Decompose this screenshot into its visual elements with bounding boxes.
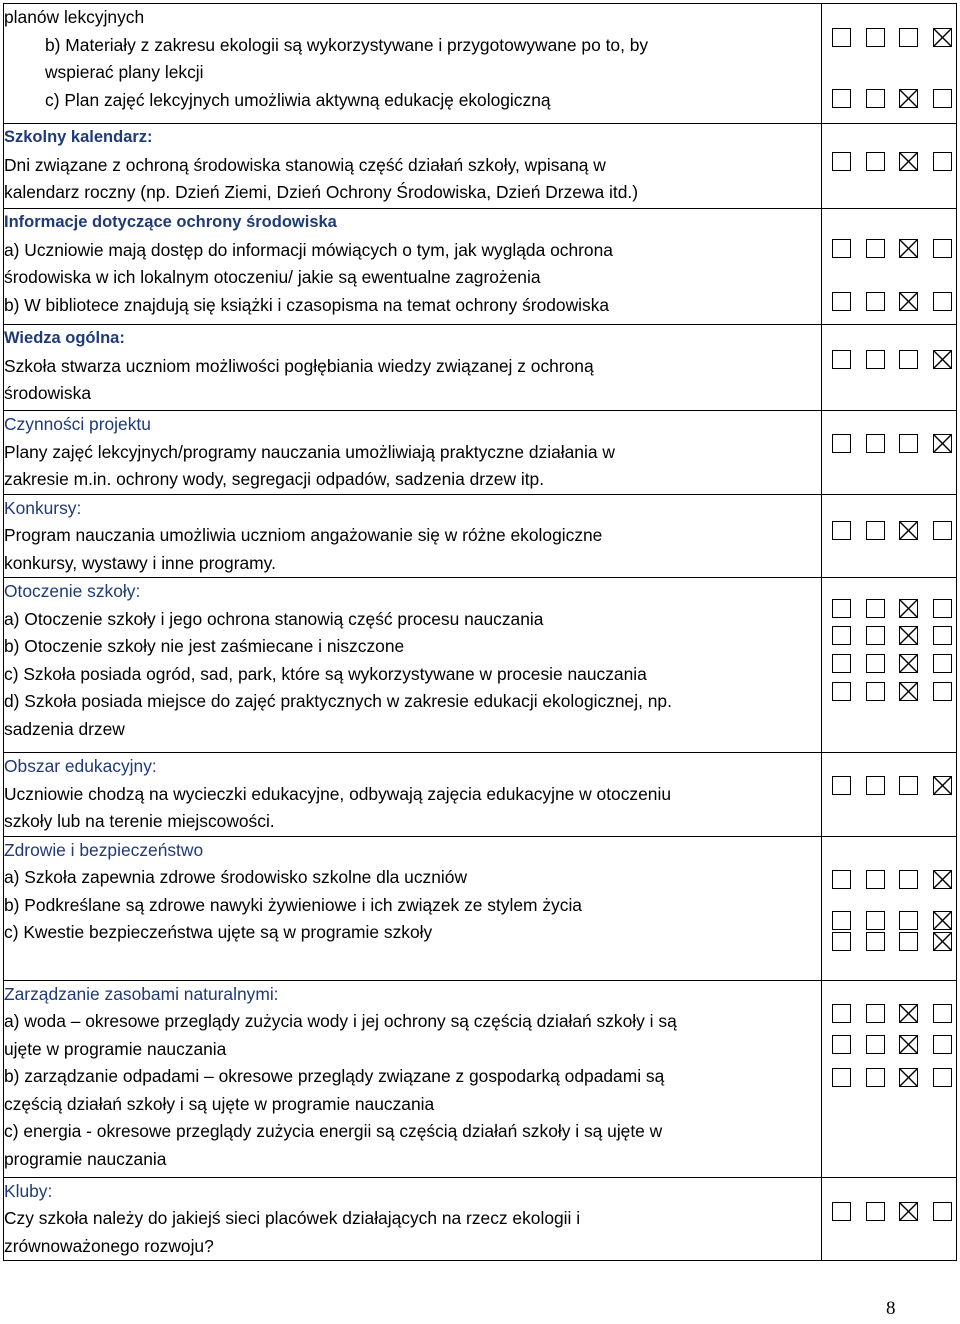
checkbox-row — [832, 682, 952, 704]
section-row-otoczenie — [4, 578, 957, 753]
checkbox[interactable] — [832, 599, 851, 618]
checkbox-row — [832, 911, 952, 933]
question-line: wspierać plany lekcji — [45, 62, 204, 82]
cross-mark-icon — [900, 600, 917, 617]
checkbox[interactable] — [832, 89, 851, 108]
section-heading: Zdrowie i bezpieczeństwo — [4, 839, 204, 860]
checkbox[interactable] — [866, 521, 885, 540]
checkbox-checked[interactable] — [899, 292, 918, 311]
question-line: konkursy, wystawy i inne programy. — [4, 552, 276, 573]
question-line: Szkoła stwarza uczniom możliwości pogłębiania wiedzy związanej z ochroną — [4, 355, 594, 376]
section-heading: Informacje dotyczące ochrony środowiska — [4, 213, 337, 231]
cross-mark-icon — [900, 522, 917, 539]
answer-cell — [822, 209, 957, 325]
cross-mark-icon — [900, 655, 917, 672]
checkbox[interactable] — [866, 911, 885, 930]
section-row-informacje — [4, 209, 957, 325]
checkbox[interactable] — [866, 654, 885, 673]
question-line: b) W bibliotece znajdują się książki i czasopisma na temat ochrony środowiska — [4, 294, 610, 315]
question-line: środowiska — [4, 383, 91, 403]
checkbox-row — [832, 350, 952, 372]
question-line: planów lekcyjnych — [4, 7, 145, 27]
question-cell — [4, 209, 822, 325]
checkbox-row — [832, 1035, 952, 1057]
checkbox[interactable] — [866, 1004, 885, 1023]
question-text — [4, 411, 821, 494]
cross-mark-icon — [934, 435, 951, 452]
section-row-obszar — [4, 753, 957, 837]
checkbox[interactable] — [933, 1068, 952, 1087]
question-line: szkoły lub na terenie miejscowości. — [4, 811, 275, 831]
question-text — [4, 1178, 821, 1261]
section-row-czynnosci — [4, 411, 957, 495]
checkbox-checked[interactable] — [899, 654, 918, 673]
checkbox-checked[interactable] — [899, 152, 918, 171]
checkbox[interactable] — [832, 776, 851, 795]
question-cell — [4, 4, 822, 124]
question-line: d) Szkoła posiada miejsce do zajęć praktycznych w zakresie edukacji ekologicznej, np. — [4, 691, 672, 711]
section-row-zasoby — [4, 980, 957, 1177]
checkbox[interactable] — [866, 599, 885, 618]
checkbox[interactable] — [899, 911, 918, 930]
checkbox-row — [832, 434, 952, 456]
checkbox[interactable] — [933, 239, 952, 258]
cross-mark-icon — [900, 1036, 917, 1053]
checkbox-checked[interactable] — [899, 1004, 918, 1023]
section-heading: Wiedza ogólna: — [4, 329, 125, 347]
section-heading: Czynności projektu — [4, 414, 151, 434]
cross-mark-icon — [934, 351, 951, 368]
question-text — [4, 209, 821, 319]
checkbox[interactable] — [866, 626, 885, 645]
checkbox[interactable] — [832, 654, 851, 673]
checkbox-row — [832, 89, 952, 111]
question-cell — [4, 494, 822, 578]
checkbox-checked[interactable] — [933, 932, 952, 951]
section-row-zdrowie — [4, 836, 957, 980]
question-cell — [4, 980, 822, 1177]
question-line: a) woda – okresowe przeglądy zużycia wody i jej ochrony są częścią działań szkoły i są — [4, 1011, 677, 1031]
page-number: 8 — [886, 1298, 896, 1319]
checkbox-checked[interactable] — [899, 626, 918, 645]
checkbox[interactable] — [866, 776, 885, 795]
question-line: a) Szkoła zapewnia zdrowe środowisko szkolne dla uczniów — [4, 867, 468, 887]
checkbox-row — [832, 292, 952, 314]
question-cell — [4, 411, 822, 495]
checkbox-checked[interactable] — [933, 28, 952, 47]
checkbox-row — [832, 152, 952, 174]
question-text — [4, 4, 821, 114]
question-line: programie nauczania — [4, 1148, 167, 1169]
question-cell — [4, 578, 822, 753]
checkbox[interactable] — [832, 434, 851, 453]
section-row-konkursy — [4, 494, 957, 578]
checkbox-checked[interactable] — [899, 1035, 918, 1054]
checkbox[interactable] — [832, 626, 851, 645]
checkbox-row — [832, 521, 952, 543]
question-line: b) zarządzanie odpadami – okresowe przeglądy związane z gospodarką odpadami są — [4, 1066, 665, 1086]
checkbox[interactable] — [933, 599, 952, 618]
question-line: b) Otoczenie szkoły nie jest zaśmiecane i niszczone — [4, 636, 405, 656]
question-line: c) energia - okresowe przeglądy zużycia energii są częścią działań szkoły i są ujęte w — [4, 1121, 663, 1141]
cross-mark-icon — [900, 1069, 917, 1086]
checkbox[interactable] — [832, 350, 851, 369]
question-line: Dni związane z ochroną środowiska stanowią część działań szkoły, wpisaną w — [4, 154, 606, 175]
cross-mark-icon — [900, 1005, 917, 1022]
question-line: c) Kwestie bezpieczeństwa ujęte są w programie szkoły — [4, 922, 433, 942]
checkbox-checked[interactable] — [933, 870, 952, 889]
checkbox[interactable] — [933, 152, 952, 171]
checkbox[interactable] — [832, 682, 851, 701]
checkbox[interactable] — [933, 521, 952, 540]
checkbox[interactable] — [899, 28, 918, 47]
checkbox[interactable] — [866, 682, 885, 701]
cross-mark-icon — [934, 777, 951, 794]
checkbox[interactable] — [832, 932, 851, 951]
checkbox[interactable] — [933, 682, 952, 701]
question-line: zakresie m.in. ochrony wody, segregacji odpadów, sadzenia drzew itp. — [4, 469, 545, 489]
question-cell — [4, 1177, 822, 1261]
checkbox-checked[interactable] — [899, 1202, 918, 1221]
checkbox-checked[interactable] — [899, 89, 918, 108]
checkbox[interactable] — [832, 292, 851, 311]
checkbox[interactable] — [933, 626, 952, 645]
question-line: c) Plan zajęć lekcyjnych umożliwia aktywną edukację ekologiczną — [45, 89, 551, 110]
question-text — [4, 981, 821, 1174]
answer-cell — [822, 494, 957, 578]
section-row-plany — [4, 4, 957, 124]
question-line: częścią działań szkoły i są ujęte w programie nauczania — [4, 1093, 435, 1114]
checkbox-checked[interactable] — [899, 682, 918, 701]
question-line: Czy szkoła należy do jakiejś sieci placówek działających na rzecz ekologii i — [4, 1208, 581, 1228]
checkbox-row — [832, 654, 952, 676]
question-text — [4, 578, 821, 743]
checkbox[interactable] — [866, 1202, 885, 1221]
question-line: a) Uczniowie mają dostęp do informacji mówiących o tym, jak wygląda ochrona — [4, 239, 613, 260]
checkbox[interactable] — [866, 152, 885, 171]
question-cell — [4, 836, 822, 980]
cross-mark-icon — [900, 90, 917, 107]
question-line: kalendarz roczny (np. Dzień Ziemi, Dzień Ochrony Środowiska, Dzień Drzewa itd.) — [4, 182, 639, 202]
checkbox[interactable] — [866, 1068, 885, 1087]
checkbox[interactable] — [933, 654, 952, 673]
cross-mark-icon — [900, 293, 917, 310]
cross-mark-icon — [934, 933, 951, 950]
checkbox-row — [832, 870, 952, 892]
section-row-kluby — [4, 1177, 957, 1261]
answer-cell — [822, 124, 957, 209]
question-text — [4, 837, 821, 947]
checkbox[interactable] — [832, 28, 851, 47]
checkbox[interactable] — [866, 932, 885, 951]
question-line: Plany zajęć lekcyjnych/programy nauczania umożliwiają praktyczne działania w — [4, 441, 615, 462]
question-line: Program nauczania umożliwia uczniom angażowanie się w różne ekologiczne — [4, 525, 603, 545]
question-cell — [4, 124, 822, 209]
checkbox-checked[interactable] — [933, 434, 952, 453]
cross-mark-icon — [900, 153, 917, 170]
checkbox[interactable] — [832, 1068, 851, 1087]
section-row-wiedza — [4, 325, 957, 411]
checkbox[interactable] — [866, 28, 885, 47]
checkbox-row — [832, 239, 952, 261]
answer-cell — [822, 753, 957, 837]
checkbox-row — [832, 932, 952, 954]
cross-mark-icon — [900, 1203, 917, 1220]
checkbox[interactable] — [832, 870, 851, 889]
checkbox[interactable] — [899, 434, 918, 453]
checkbox-row — [832, 1202, 952, 1224]
checkbox[interactable] — [866, 870, 885, 889]
question-cell — [4, 753, 822, 837]
answer-cell — [822, 411, 957, 495]
checkbox-checked[interactable] — [899, 521, 918, 540]
question-line: zrównoważonego rozwoju? — [4, 1235, 214, 1256]
cross-mark-icon — [934, 912, 951, 929]
question-text — [4, 753, 821, 836]
checkbox[interactable] — [832, 1202, 851, 1221]
cross-mark-icon — [934, 29, 951, 46]
checkbox[interactable] — [933, 292, 952, 311]
cross-mark-icon — [900, 683, 917, 700]
checkbox[interactable] — [899, 870, 918, 889]
answer-cell — [822, 4, 957, 124]
checkbox-checked[interactable] — [933, 911, 952, 930]
survey-table — [3, 3, 957, 1261]
checkbox[interactable] — [933, 1004, 952, 1023]
checkbox-row — [832, 28, 952, 50]
question-text — [4, 495, 821, 578]
checkbox[interactable] — [933, 1202, 952, 1221]
cross-mark-icon — [900, 240, 917, 257]
section-heading: Obszar edukacyjny: — [4, 756, 157, 776]
checkbox-checked[interactable] — [933, 350, 952, 369]
question-line: Uczniowie chodzą na wycieczki edukacyjne, odbywają zajęcia edukacyjne w otoczeniu — [4, 783, 672, 804]
checkbox-row — [832, 1004, 952, 1026]
question-line: ujęte w programie nauczania — [4, 1038, 227, 1059]
checkbox-row — [832, 626, 952, 648]
checkbox[interactable] — [866, 292, 885, 311]
checkbox[interactable] — [866, 434, 885, 453]
section-heading: Konkursy: — [4, 497, 82, 518]
cross-mark-icon — [900, 627, 917, 644]
checkbox-row — [832, 1068, 952, 1090]
checkbox-checked[interactable] — [899, 1068, 918, 1087]
question-text — [4, 124, 821, 207]
checkbox[interactable] — [899, 350, 918, 369]
section-heading: Szkolny kalendarz: — [4, 128, 153, 146]
checkbox[interactable] — [866, 89, 885, 108]
checkbox[interactable] — [866, 239, 885, 258]
question-line: b) Materiały z zakresu ekologii są wykorzystywane i przygotowywane po to, by — [45, 34, 649, 55]
checkbox-row — [832, 599, 952, 621]
question-line: sadzenia drzew — [4, 718, 125, 739]
checkbox[interactable] — [832, 1035, 851, 1054]
checkbox-checked[interactable] — [899, 599, 918, 618]
question-cell — [4, 325, 822, 411]
checkbox-checked[interactable] — [899, 239, 918, 258]
section-heading: Kluby: — [4, 1180, 53, 1201]
checkbox[interactable] — [866, 1035, 885, 1054]
checkbox[interactable] — [933, 89, 952, 108]
question-line: b) Podkreślane są zdrowe nawyki żywieniowe i ich związek ze stylem życia — [4, 894, 582, 915]
question-line: środowiska w ich lokalnym otoczeniu/ jakie są ewentualne zagrożenia — [4, 267, 541, 287]
answer-cell — [822, 1177, 957, 1261]
question-line: a) Otoczenie szkoły i jego ochrona stanowią część procesu nauczania — [4, 608, 544, 629]
section-heading: Zarządzanie zasobami naturalnymi: — [4, 983, 279, 1004]
checkbox[interactable] — [832, 152, 851, 171]
answer-cell — [822, 325, 957, 411]
checkbox-row — [832, 776, 952, 798]
checkbox[interactable] — [832, 521, 851, 540]
answer-cell — [822, 578, 957, 753]
checkbox[interactable] — [832, 911, 851, 930]
cross-mark-icon — [934, 871, 951, 888]
answer-cell — [822, 980, 957, 1177]
answer-cell — [822, 836, 957, 980]
checkbox[interactable] — [899, 932, 918, 951]
checkbox[interactable] — [832, 1004, 851, 1023]
question-line: c) Szkoła posiada ogród, sad, park, które są wykorzystywane w procesie nauczania — [4, 663, 647, 684]
section-heading: Otoczenie szkoły: — [4, 581, 141, 601]
checkbox[interactable] — [866, 350, 885, 369]
checkbox[interactable] — [933, 1035, 952, 1054]
checkbox[interactable] — [899, 776, 918, 795]
checkbox[interactable] — [832, 239, 851, 258]
checkbox-checked[interactable] — [933, 776, 952, 795]
section-row-kalendarz — [4, 124, 957, 209]
question-text — [4, 325, 821, 408]
